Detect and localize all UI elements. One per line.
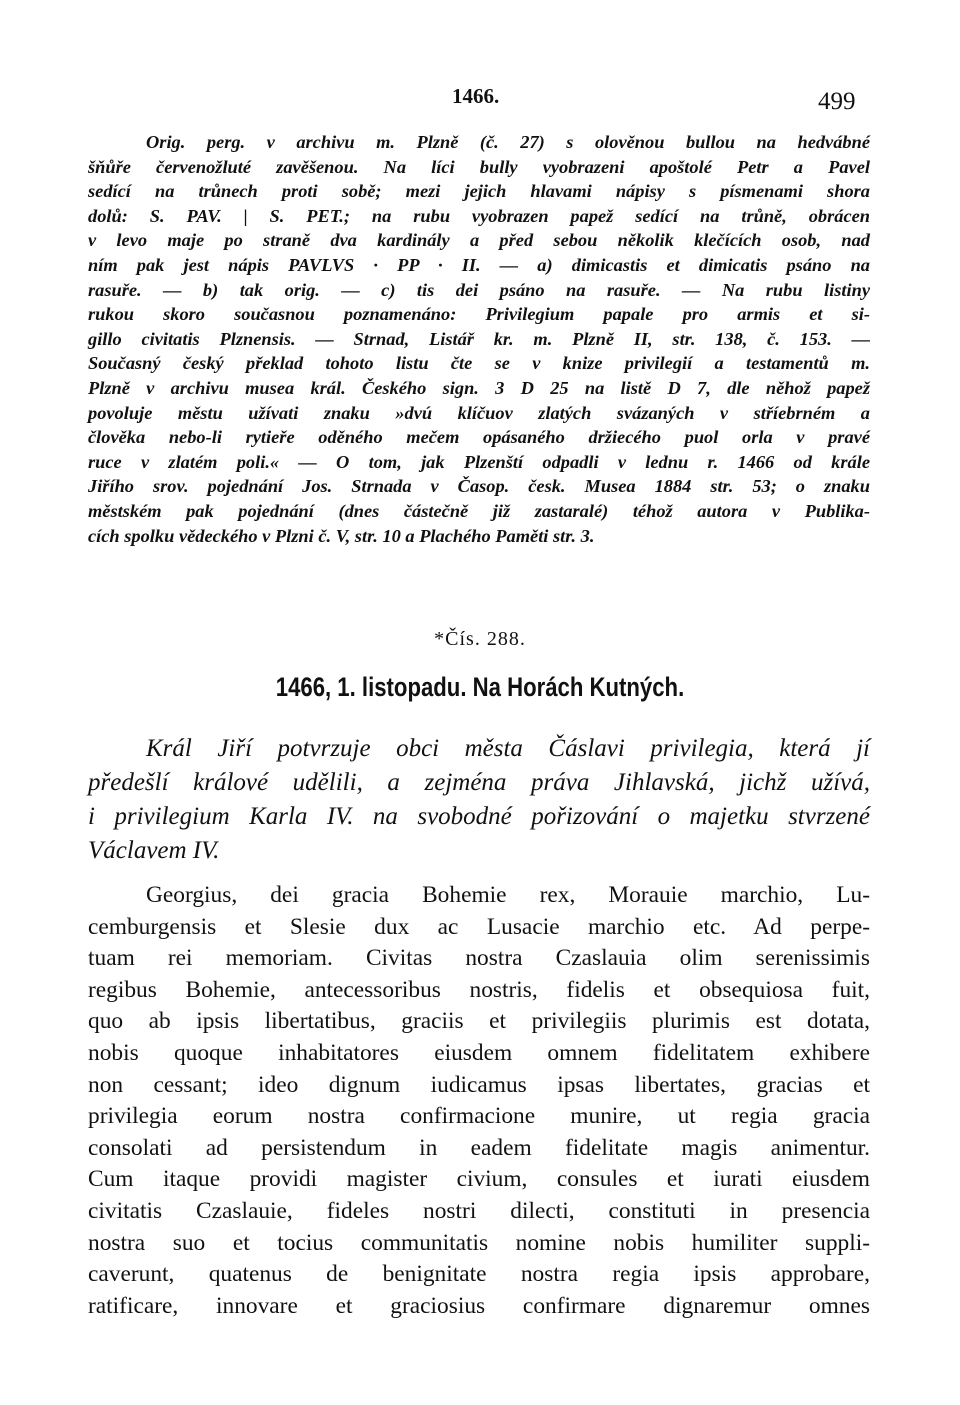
note-line: Orig. perg. v archivu m. Plzně (č. 27) s olověnou bullou na hedvábné bbox=[146, 132, 870, 152]
note-line: cích spolku vědeckého v Plzni č. V, str. 10 a Plachého Paměti str. 3. bbox=[88, 525, 595, 546]
note-line: Současný český překlad tohoto listu čte se v knize privilegií a testamentů m. bbox=[88, 353, 870, 374]
text-line: ratificare, innovare et graciosius confirmare dignaremur omnes bbox=[88, 1292, 870, 1319]
charter-text bbox=[88, 880, 870, 1322]
text-line: caverunt, quatenus de benignitate nostra regia ipsis approbare, bbox=[88, 1261, 870, 1288]
note-line: v levo maje po straně dva kardinály a před sebou několik klečících osob, nad bbox=[88, 230, 870, 251]
page-number: 499 bbox=[818, 88, 856, 115]
note-line: šňůře červenožluté zavěšenou. Na líci bully vyobrazeni apoštolé Petr a Pavel bbox=[88, 156, 870, 177]
note-line: ruce v zlatém poli.« — O tom, jak Plzenští odpadli v lednu r. 1466 od krále bbox=[88, 451, 870, 472]
note-line: rasuře. — b) tak orig. — c) tis dei psáno na rasuře. — Na rubu listiny bbox=[88, 279, 870, 300]
note-line: ním pak jest nápis PAVLVS · PP · II. — a) dimicastis et dimicatis psáno na bbox=[88, 254, 870, 275]
document-date-place: 1466, 1. listopadu. Na Horách Kutných. bbox=[275, 672, 685, 702]
text-line: nostra suo et tocius communitatis nomine nobis humiliter suppli- bbox=[88, 1229, 870, 1256]
note-line: Jiřího srov. pojednání Jos. Strnada v Časop. česk. Musea 1884 str. 53; o znaku bbox=[88, 476, 870, 497]
regest-line: i privilegium Karla IV. na svobodné pořizování o majetku stvrzené bbox=[88, 803, 870, 830]
regest-line: Václavem IV. bbox=[88, 837, 220, 864]
regest-line: předešlí králové udělili, a zejména práva Jihlavská, jichž užívá, bbox=[88, 769, 870, 796]
text-line: non cessant; ideo dignum iudicamus ipsas libertates, gracias et bbox=[88, 1071, 870, 1098]
text-line: nobis quoque inhabitatores eiusdem omnem fidelitatem exhibere bbox=[88, 1039, 870, 1066]
text-line: Cum itaque providi magister civium, consules et iurati eiusdem bbox=[88, 1166, 870, 1193]
document-number: *Čís. 288. bbox=[434, 628, 526, 650]
text-line: regibus Bohemie, antecessoribus nostris, fidelis et obsequiosa fuit, bbox=[88, 976, 870, 1003]
text-line: consolati ad persistendum in eadem fidelitate magis animentur. bbox=[88, 1134, 870, 1161]
text-line: tuam rei memoriam. Civitas nostra Czaslauia olim serenissimis bbox=[88, 945, 870, 972]
text-line: Georgius, dei gracia Bohemie rex, Morauie marchio, Lu- bbox=[146, 882, 870, 908]
running-header-year: 1466. bbox=[452, 84, 500, 108]
note-line: dolů: S. PAV. | S. PET.; na rubu vyobrazen papež sedící na trůně, obrácen bbox=[88, 205, 870, 226]
text-line: civitatis Czaslauie, fideles nostri dilecti, constituti in presencia bbox=[88, 1197, 870, 1224]
regest-line: Král Jiří potvrzuje obci města Čáslavi privilegia, která jí bbox=[146, 735, 870, 762]
note-line: Plzně v archivu musea král. Českého sign. 3 D 25 na listě D 7, dle něhož papež bbox=[88, 377, 870, 398]
note-line: rukou skoro současnou poznamenáno: Privilegium papale pro armis et si- bbox=[88, 304, 870, 325]
note-line: člověka nebo-li rytieře oděného mečem opásaného držiecého puol orla v pravé bbox=[88, 427, 870, 448]
text-line: privilegia eorum nostra confirmacione munire, ut regia gracia bbox=[88, 1103, 870, 1130]
regest-summary bbox=[88, 732, 870, 868]
footnotes-block bbox=[88, 130, 870, 548]
note-line: sedící na trůnech proti sobě; mezi jejich hlavami nápisy s písmenami shora bbox=[88, 181, 870, 202]
note-line: povoluje městu užívati znaku »dvú klíčuov zlatých svázaných v stříebrném a bbox=[88, 402, 870, 423]
text-line: quo ab ipsis libertatibus, graciis et privilegiis plurimis est dotata, bbox=[88, 1008, 870, 1035]
text-line: cemburgensis et Slesie dux ac Lusacie marchio etc. Ad perpe- bbox=[88, 913, 870, 940]
note-line: gillo civitatis Plznensis. — Strnad, Listář kr. m. Plzně II, str. 138, č. 153. — bbox=[88, 328, 870, 349]
note-line: městském pak pojednání (dnes částečně již zastaralé) téhož autora v Publika- bbox=[88, 500, 870, 521]
